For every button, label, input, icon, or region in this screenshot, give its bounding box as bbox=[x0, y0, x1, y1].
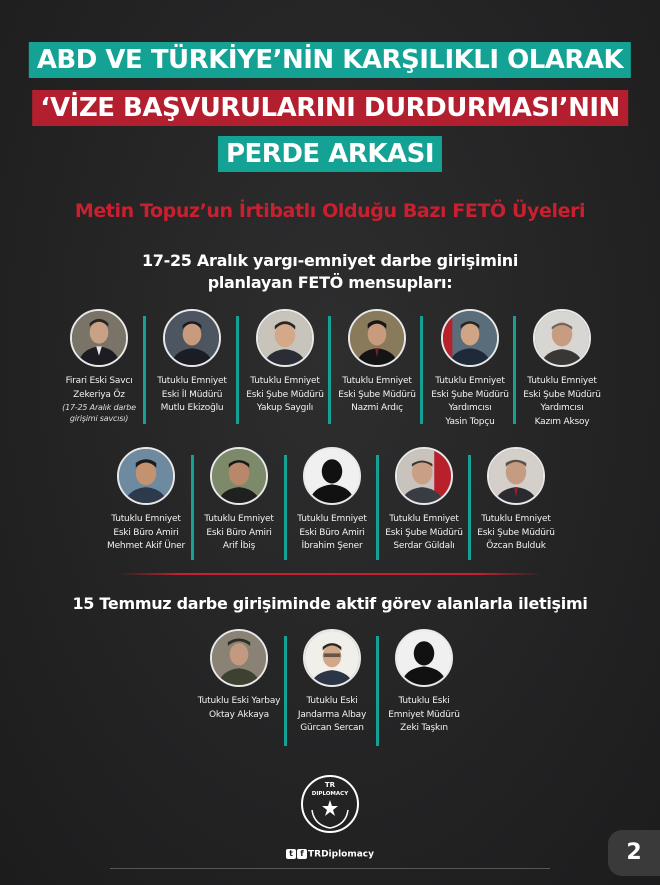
caption-line: Eski Şube Müdürü bbox=[246, 389, 324, 400]
caption-line: Gürcan Sercan bbox=[300, 723, 364, 733]
caption-line: Tutuklu Emniyet bbox=[527, 376, 597, 386]
person-caption bbox=[284, 695, 380, 736]
caption-line: Zekeriya Öz bbox=[73, 389, 125, 400]
caption-line: Arif İbiş bbox=[222, 541, 256, 551]
footer-divider bbox=[110, 868, 550, 869]
person-card-zekeriya-oz bbox=[51, 309, 147, 424]
person-caption bbox=[514, 375, 610, 429]
portrait-photo bbox=[441, 309, 499, 367]
title-line-3: PERDE ARKASI bbox=[218, 136, 442, 172]
portrait-photo bbox=[395, 447, 453, 505]
caption-line: Tutuklu Emniyet bbox=[342, 376, 412, 386]
person-caption bbox=[144, 375, 240, 416]
caption-line: Eski Büro Amiri bbox=[113, 527, 179, 538]
person-card-ibrahim-sener bbox=[284, 447, 380, 554]
portrait-photo bbox=[70, 309, 128, 367]
person-caption bbox=[422, 375, 518, 429]
person-card-yasin-topcu bbox=[422, 309, 518, 429]
caption-line: Eski Şube Müdürü bbox=[385, 527, 463, 538]
twitter-icon: t bbox=[286, 849, 296, 859]
portrait-photo bbox=[487, 447, 545, 505]
title-line-1: ABD VE TÜRKİYE’NİN KARŞILIKLI OLARAK bbox=[29, 42, 631, 78]
section-divider bbox=[118, 573, 542, 575]
portrait-photo bbox=[210, 629, 268, 687]
caption-note: girişimi savcısı) bbox=[69, 414, 129, 423]
caption-line: Eski Şube Müdürü bbox=[338, 389, 416, 400]
person-card-mehmet-akif-uner bbox=[98, 447, 194, 554]
caption-line: Yakup Saygılı bbox=[256, 403, 314, 413]
caption-line: Firari Eski Savcı bbox=[65, 376, 133, 386]
person-card-kazim-aksoy bbox=[514, 309, 610, 429]
social-handle-text: TRDiplomacy bbox=[308, 849, 374, 860]
person-card-arif-ibis bbox=[191, 447, 287, 554]
caption-line: Tutuklu Emniyet bbox=[481, 514, 551, 524]
caption-line: Tutuklu Eski bbox=[306, 696, 358, 706]
caption-line: Mehmet Akif Üner bbox=[107, 541, 185, 551]
portrait-photo bbox=[117, 447, 175, 505]
portrait-photo bbox=[163, 309, 221, 367]
portrait-photo bbox=[348, 309, 406, 367]
caption-line: Tutuklu Eski Yarbay bbox=[197, 696, 281, 706]
caption-line: Oktay Akkaya bbox=[209, 709, 269, 720]
caption-line: Yasin Topçu bbox=[445, 416, 495, 427]
person-card-zeki-taskin bbox=[376, 629, 472, 736]
caption-line: Özcan Bulduk bbox=[486, 541, 546, 551]
person-card-oktay-akkaya bbox=[191, 629, 287, 722]
caption-line: Eski İl Müdürü bbox=[161, 389, 223, 400]
caption-line: Tutuklu Eski bbox=[398, 696, 450, 706]
section1-heading-line2: planlayan FETÖ mensupları: bbox=[207, 273, 453, 292]
caption-line: Tutuklu Emniyet bbox=[389, 514, 459, 524]
person-caption bbox=[51, 375, 147, 424]
person-card-serdar-guldali bbox=[376, 447, 472, 554]
portrait-photo bbox=[533, 309, 591, 367]
caption-line: Yardımcısı bbox=[448, 403, 492, 413]
caption-line: Jandarma Albay bbox=[297, 709, 367, 720]
social-handle bbox=[0, 849, 660, 860]
caption-line: Kazım Aksoy bbox=[534, 416, 590, 427]
caption-line: Eski Şube Müdürü bbox=[431, 389, 509, 400]
svg-text:DIPLOMACY: DIPLOMACY bbox=[311, 791, 349, 797]
caption-line: Yardımcısı bbox=[540, 403, 584, 413]
portrait-photo bbox=[303, 629, 361, 687]
person-caption bbox=[468, 513, 564, 554]
portrait-photo bbox=[256, 309, 314, 367]
caption-line: Eski Büro Amiri bbox=[299, 527, 365, 538]
svg-text:TR: TR bbox=[324, 781, 336, 789]
person-card-yakup-saygili bbox=[237, 309, 333, 416]
portrait-photo bbox=[210, 447, 268, 505]
section1-heading-line1: 17-25 Aralık yargı-emniyet darbe girişimini bbox=[141, 251, 519, 270]
caption-line: İbrahim Şener bbox=[301, 541, 363, 551]
caption-line: Tutuklu Emniyet bbox=[111, 514, 181, 524]
title-line-2: ‘VİZE BAŞVURULARINI DURDURMASI’NIN bbox=[32, 90, 628, 126]
person-caption bbox=[376, 695, 472, 736]
caption-line: Tutuklu Emniyet bbox=[297, 514, 367, 524]
caption-line: Mutlu Ekizoğlu bbox=[160, 403, 224, 413]
person-caption bbox=[191, 695, 287, 722]
person-caption bbox=[98, 513, 194, 554]
person-caption bbox=[191, 513, 287, 554]
caption-note: (17-25 Aralık darbe bbox=[62, 403, 136, 412]
caption-line: Eski Şube Müdürü bbox=[523, 389, 601, 400]
facebook-icon: f bbox=[297, 849, 307, 859]
person-card-mutlu-ekizoglu bbox=[144, 309, 240, 416]
section2-heading: 15 Temmuz darbe girişiminde aktif görev alanlarla iletişimi bbox=[72, 594, 588, 613]
person-caption bbox=[237, 375, 333, 416]
caption-line: Tutuklu Emniyet bbox=[204, 514, 274, 524]
person-card-gurcan-sercan bbox=[284, 629, 380, 736]
person-caption bbox=[284, 513, 380, 554]
caption-line: Emniyet Müdürü bbox=[388, 709, 460, 720]
caption-line: Nazmi Ardıç bbox=[351, 403, 403, 413]
caption-line: Tutuklu Emniyet bbox=[250, 376, 320, 386]
page-number: 2 bbox=[608, 830, 660, 876]
subtitle: Metin Topuz’un İrtibatlı Olduğu Bazı FETÖ Üyeleri bbox=[74, 200, 586, 222]
caption-line: Eski Şube Müdürü bbox=[477, 527, 555, 538]
person-caption bbox=[376, 513, 472, 554]
caption-line: Eski Büro Amiri bbox=[206, 527, 272, 538]
caption-line: Tutuklu Emniyet bbox=[157, 376, 227, 386]
trdiplomacy-logo bbox=[300, 770, 360, 844]
caption-line: Serdar Güldalı bbox=[393, 541, 455, 551]
person-caption bbox=[329, 375, 425, 416]
person-card-ozcan-bulduk bbox=[468, 447, 564, 554]
caption-line: Zeki Taşkın bbox=[400, 723, 448, 733]
caption-line: Tutuklu Emniyet bbox=[435, 376, 505, 386]
silhouette-placeholder bbox=[303, 447, 361, 505]
silhouette-placeholder bbox=[395, 629, 453, 687]
section1-heading bbox=[0, 250, 660, 294]
person-card-nazmi-ardic bbox=[329, 309, 425, 416]
